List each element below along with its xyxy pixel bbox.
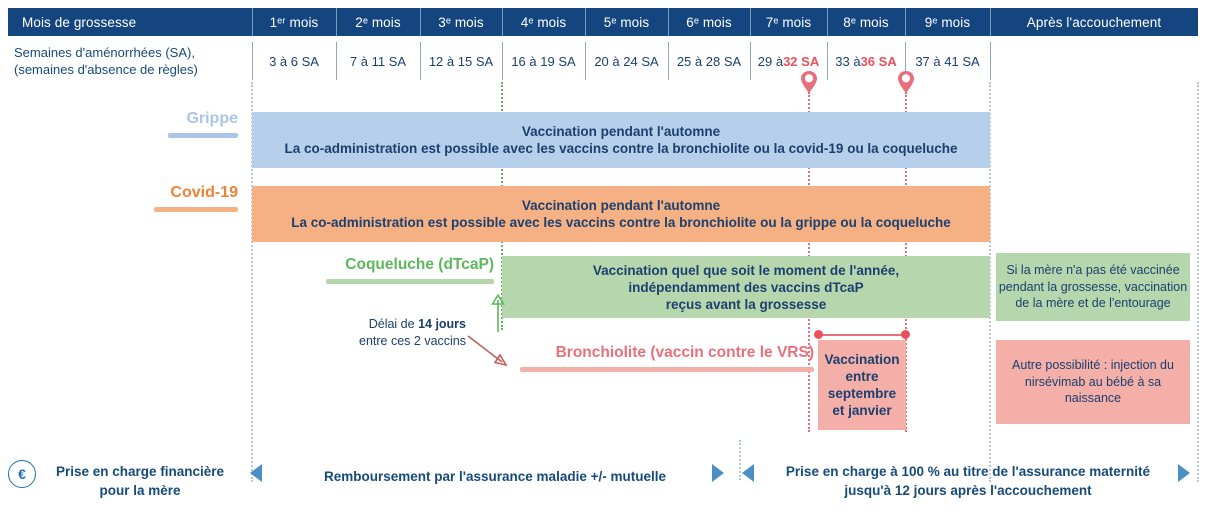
sa-cell-5: 20 à 24 SA — [594, 53, 659, 69]
header-month-3: 3ᵉ mois — [438, 14, 484, 30]
sa-cell-3: 12 à 15 SA — [428, 53, 494, 69]
delay-note-line2: entre ces 2 vaccins — [359, 334, 466, 348]
header-after-birth: Après l'accouchement — [1026, 14, 1162, 30]
header-month-1: 1ᵉʳ mois — [269, 14, 319, 30]
footer-segment-2 — [762, 462, 1174, 500]
banner-covid-line2: La co-administration est possible avec les vaccins contre la bronchiolite ou la grippe ou la coqueluche — [291, 215, 951, 230]
footer-title — [38, 462, 242, 500]
delay-note-line1: Délai de 14 jours — [368, 317, 466, 331]
sa-row-label — [14, 44, 244, 78]
euro-icon: € — [8, 460, 36, 488]
row-label-bronchiolite-main: Bronchiolite — [555, 344, 647, 361]
row-label-bronchiolite-sub: (vaccin contre le VRS) — [646, 344, 814, 361]
row-label-covid: Covid-19 — [154, 184, 238, 212]
banner-coqueluche-line3: reçus avant la grossesse — [665, 296, 827, 312]
footer-arrow-right-1-icon — [712, 464, 724, 482]
footer-segment-2-line1: Prise en charge à 100 % au titre de l'assurance maternité — [785, 464, 1151, 479]
banner-coqueluche — [502, 256, 990, 318]
header-row-title: Mois de grossesse — [22, 14, 137, 30]
delay-arrow-up-icon — [468, 290, 508, 334]
row-label-bronchiolite — [520, 344, 814, 372]
box-bronchiolite-line3: septembre — [827, 386, 897, 401]
sa-cell-9: 37 à 41 SA — [915, 53, 980, 69]
box-after-birth-pink: Autre possibilité : injection du nirsévimab au bébé à sa naissance — [996, 340, 1190, 424]
marker-pin-36sa — [897, 70, 915, 94]
guide-right-edge — [1197, 82, 1199, 482]
box-bronchiolite-window — [818, 340, 906, 430]
footer-segment-1: Remboursement par l'assurance maladie +/- mutuelle — [324, 469, 666, 484]
row-label-coqueluche-sub: (dTcaP) — [434, 256, 494, 273]
header-month-7: 7ᵉ mois — [765, 14, 812, 30]
sa-cell-2: 7 à 11 SA — [349, 53, 407, 69]
bronchiolite-dot-right — [901, 330, 910, 339]
sa-cell-8: 33 à 36 SA — [835, 53, 897, 69]
row-label-coqueluche — [326, 256, 494, 284]
banner-coqueluche-line1: Vaccination quel que soit le moment de l'année, — [592, 262, 900, 278]
marker-pin-32sa — [800, 70, 818, 94]
banner-covid — [252, 186, 990, 242]
footer-title-line1: Prise en charge financière — [55, 464, 225, 479]
banner-grippe-line2: La co-administration est possible avec les vaccins contre la bronchiolite ou la covid-19 ou la coqueluche — [284, 141, 958, 156]
bronchiolite-connector-line — [818, 334, 906, 336]
footer-title-line2: pour la mère — [99, 483, 181, 498]
header-month-4: 4ᵉ mois — [520, 14, 567, 30]
banner-grippe — [252, 112, 990, 168]
row-label-coqueluche-main: Coqueluche — [345, 256, 434, 273]
box-bronchiolite-line1: Vaccination — [824, 352, 900, 367]
box-bronchiolite-line4: et janvier — [832, 403, 892, 418]
sa-cell-1: 3 à 6 SA — [269, 53, 319, 69]
footer-arrow-left-1-icon — [250, 464, 262, 482]
sa-cell-4: 16 à 19 SA — [511, 53, 576, 69]
header-month-5: 5ᵉ mois — [603, 14, 650, 30]
footer-segment-2-line2: jusqu'à 12 jours après l'accouchement — [844, 483, 1092, 498]
box-after-birth-green: Si la mère n'a pas été vaccinée pendant la grossesse, vaccination de la mère et de l'entourage — [996, 253, 1190, 321]
bronchiolite-dot-left — [814, 330, 823, 339]
guide-footer-split — [739, 440, 741, 480]
sa-cell-6: 25 à 28 SA — [676, 53, 742, 69]
header-month-6: 6ᵉ mois — [686, 14, 732, 30]
footer-arrow-left-2-icon — [742, 464, 754, 482]
row-label-grippe: Grippe — [168, 110, 238, 138]
header-month-8: 8ᵉ mois — [843, 14, 889, 30]
banner-coqueluche-line2: indépendamment des vaccins dTcaP — [628, 279, 864, 295]
box-bronchiolite-line2: entre — [845, 369, 879, 384]
sa-row-label-line2: (semaines d'absence de règles) — [14, 62, 198, 77]
banner-covid-line1: Vaccination pendant l'automne — [521, 198, 721, 213]
header-month-2: 2ᵉ mois — [355, 14, 401, 30]
delay-note — [326, 316, 466, 350]
sa-cell-7: 29 à 32 SA — [757, 53, 820, 69]
banner-grippe-line1: Vaccination pendant l'automne — [521, 124, 721, 139]
header-month-9: 9ᵉ mois — [924, 14, 971, 30]
footer-arrow-right-2-icon — [1178, 464, 1190, 482]
sa-row-label-line1: Semaines d'aménorrhées (SA), — [14, 45, 195, 60]
delay-arrow-down-icon — [466, 334, 514, 368]
